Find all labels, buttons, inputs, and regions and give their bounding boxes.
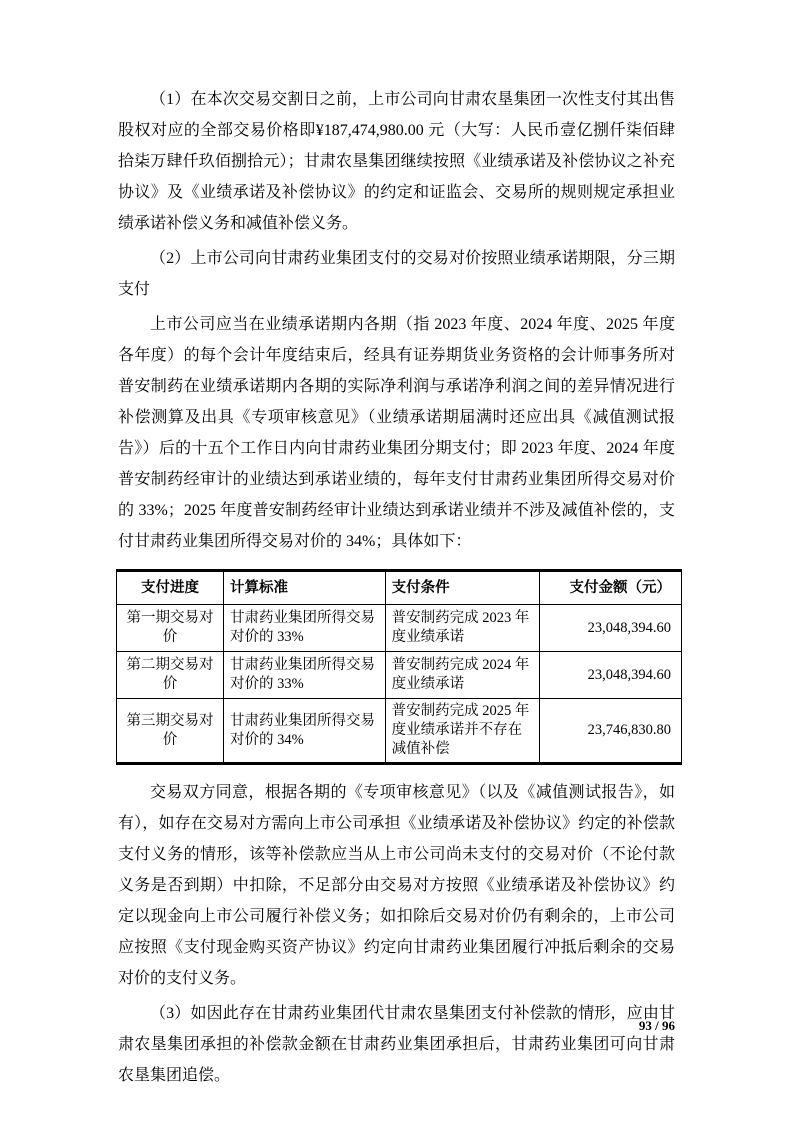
cell-standard: 甘肃药业集团所得交易对价的 34% xyxy=(223,699,385,764)
cell-stage: 第三期交易对价 xyxy=(117,699,224,764)
table-row xyxy=(117,605,682,652)
para-clause-2-installments-intro: （2）上市公司向甘肃药业集团支付的交易对价按照业绩承诺期限，分三期支付 xyxy=(118,250,675,298)
cell-standard: 甘肃药业集团所得交易对价的 33% xyxy=(223,652,385,699)
cell-condition: 普安制药完成 2025 年度业绩承诺并不存在减值补偿 xyxy=(385,699,539,764)
table-row xyxy=(117,652,682,699)
header-payment-stage: 支付进度 xyxy=(117,571,224,605)
table-row xyxy=(117,571,682,605)
header-payment-amount: 支付金额（元） xyxy=(540,571,682,605)
page-number: 93 / 96 xyxy=(638,1018,675,1033)
para-clause-3-recourse: （3）如因此存在甘肃药业集团代甘肃农垦集团支付补偿款的情形，应由甘肃农垦集团承担的补偿款金额在甘肃药业集团承担后，甘肃药业集团可向甘肃农垦集团追偿。 xyxy=(118,1005,675,1084)
table-header-row xyxy=(117,571,682,605)
cell-condition: 普安制药完成 2023 年度业绩承诺 xyxy=(385,605,539,652)
header-calculation-standard: 计算标准 xyxy=(223,571,385,605)
header-payment-condition: 支付条件 xyxy=(385,571,539,605)
para-clause-1-lump-sum-payment: （1）在本次交易交割日之前，上市公司向甘肃农垦集团一次性支付其出售股权对应的全部交易价格即¥187,474,980.00 元（大写：人民币壹亿捌仟柒佰肆拾柒万肆仟玖佰捌拾元）；甘肃农垦集团继续按照《业绩承诺及补偿协议之补充协议》及《业绩承诺及补偿协议》的约定和证监会、交易所的规则规定承担业绩承诺补偿义务和减值补偿义务。 xyxy=(118,91,675,232)
para-performance-commitment-terms: 上市公司应当在业绩承诺期内各期（指 2023 年度、2024 年度、2025 年度各年度）的每个会计年度结束后，经具有证券期货业务资格的会计师事务所对普安制药在业绩承诺期内各期的实际净利润与承诺净利润之间的差异情况进行补偿测算及出具《专项审核意见》（业绩承诺期届满时还应出具《减值测试报告》）后的十五个工作日内向甘肃药业集团分期支付；即 2023 年度、2024 年度普安制药经审计的业绩达到承诺业绩的，每年支付甘肃药业集团所得交易对价的 33%；2025 年度普安制药经审计业绩达到承诺业绩并不涉及减值补偿的，支付甘肃药业集团所得交易对价的 34%；具体如下： xyxy=(118,316,675,550)
cell-amount: 23,746,830.80 xyxy=(540,699,682,764)
cell-amount: 23,048,394.60 xyxy=(540,652,682,699)
cell-condition: 普安制药完成 2024 年度业绩承诺 xyxy=(385,652,539,699)
cell-stage: 第一期交易对价 xyxy=(117,605,224,652)
table-body xyxy=(117,605,682,764)
table-row xyxy=(117,699,682,764)
cell-amount: 23,048,394.60 xyxy=(540,605,682,652)
para-compensation-offset-terms: 交易双方同意，根据各期的《专项审核意见》（以及《减值测试报告》，如有），如存在交易对方需向上市公司承担《业绩承诺及补偿协议》约定的补偿款支付义务的情形，该等补偿款应当从上市公司尚未支付的交易对价（不论付款义务是否到期）中扣除，不足部分由交易对方按照《业绩承诺及补偿协议》约定以现金向上市公司履行补偿义务；如扣除后交易对价仍有剩余的，上市公司应按照《支付现金购买资产协议》约定向甘肃药业集团履行冲抵后剩余的交易对价的支付义务。 xyxy=(118,784,675,987)
cell-standard: 甘肃药业集团所得交易对价的 33% xyxy=(223,605,385,652)
document-body xyxy=(118,84,675,1095)
payment-schedule-table xyxy=(116,569,682,765)
cell-stage: 第二期交易对价 xyxy=(117,652,224,699)
